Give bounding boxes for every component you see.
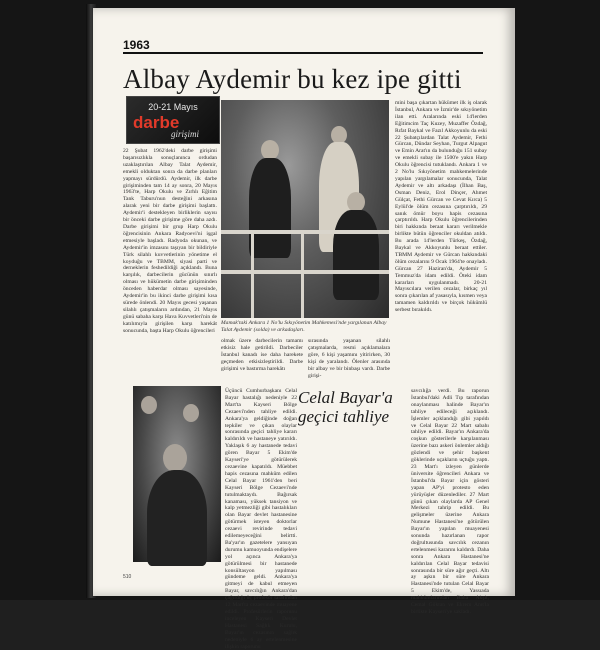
page-headline: Albay Aydemir bu kez ipe gitti xyxy=(123,64,462,94)
year-label: 1963 xyxy=(123,38,150,52)
column-4-text: mini başa çıkartan hükümet ilk iş olarak İstanbul, Ankara ve İzmir'de sıkıyönetim ilan etti. Aralarında eski 14'lerden Eğitimcim Taç Kuzey, Muzaffer Özdağ, Rıfat Baykal ve Fazıl Akkoyunlu da eski 22 Şubatçılardan Talat Aydemir, Fethi Gürcan, Dündar Seyhan, Turgut Alpagut ve Emin Arat'ın da bulunduğu 151 subay ve emekli subay ile 1500'e yakın Harp Okulu öğrencisi tutuklandı. Ankara 1 ve 2 No'lu Sıkıyönetim mahkemelerinde yapılan yargılamalar sonucunda, Talat Aydemir ve altı arkadaşı (İlhan Baş, Osman Deniz, Erol Dinçer, Ahmet Gülçat, Fethi Gürcan ve Cevat Kırca) 5 Eylül'de ölüm cezasına çarptırıldı, 29 sanık ömür boyu hapis cezasına çarptırıldı. Harp Okulu öğrencilerinden biri hakkında beraat kararı verilmekle birlikte bütün öğrenciler okuldan atıldı. Bu arada 14'lerden Türkeş, Özdağ, Baykal ve Akkoyunlu beraat ettiler. TBMM Aydemir ve Gürcan hakkındaki ölüm cezalarını 9 Ocak 1964'te onayladı. Gürcan 27 Haziran'da, Aydemir 5 Temmuz'da idam edildi. Öteki idam kararları uygulanmadı. 20-21 Mayıscılara verilen cezalar, birkaç yıl sonra çıkarılan af yasasıyla, kısmen veya tamamen kaldırıldı ve birçok hükümlü serbest bırakıldı. xyxy=(395,100,487,314)
page-number: 510 xyxy=(123,574,132,580)
section-badge xyxy=(126,96,220,144)
book-page xyxy=(93,8,515,650)
photo-caption: Mamak'taki Ankara 1 No'lu Sıkıyönetim Mahkemesi'nde yargılanan Albay Talat Aydemir (solda) ve arkadaşları. xyxy=(221,320,387,333)
column-6-text: savcılığa verdi. Bu raporun İstanbul'daki Adli Tıp tarafından onaylanması halinde Bayar'ın tahliye edileceği açıklandı. İşlemler açıklandığı gibi yapıldı ve Celal Bayar 22 Mart sabahı tahliye edildi. Bayar'ın Ankara'da coşkun gösterilerle karşılanması üzerine bazı askeri önlemler aldığı gözlendi ve şehir başkent göklerinde uçakların uçtuğu yaptı. 23 Mart'ı izleyen günlerde üniversite öğrencileri Ankara ve İstanbul'da Bayar için gösteri yapan AP'yi protesto eden yürüyüşler düzenlediler. 27 Mart günü çıkan olaylarda AP Genel Merkezi tahrip edildi. Bu gelişmeler üzerine Ankara Numune Hastanesi'ne götürülen Bayar'ın yapılan muayenesi sonunda hazırlanan rapor doğrultusunda savcılık cezanın ertelenmesi kararını kaldırdı. Daha sonra Ankara Hastanesi'ne kaldırılan Celal Bayar tedavisi sonrasında bir süre ağır geçti. Altı ay aşkın bir süre Ankara Hastanesi'nde tutulan Celal Bayar 5 Ekim'de, Yassıada mahkûmlarından Baha Akşit, Cemal Göktan ve Ekrem Anıt'la birlikte Kayseri'ye sakladı. xyxy=(411,388,489,615)
header-rule xyxy=(123,52,483,54)
badge-main: darbe xyxy=(133,113,180,132)
badge-sub: girişimi xyxy=(171,129,200,139)
column-5-text: Üçüncü Cumhurbaşkanı Celal Bayar hastalığı nedeniyle 22 Mart'ta Kayseri Bölge Cezaevi'nden tahliye edildi. Ankara'ya geldiğinde doğan tepkiler ve çıkan olaylar sonrasında geçici tahliye kararı kaldırıldı ve hastaneye yatırıldı. Yaklaşık 6 ay hastanede tedavi gören Bayar 5 Ekim'de Kayseri'ye götürülerek cezaevine kapatıldı. Müebbet hapis cezasına mahkûm edilen Celal Bayar 1961'den beri Kayseri Bölge Cezaevi'nde tutulmaktaydı. Bağırsak kanaması, yüksek tansiyon ve kalp yetmezliği gibi hastalıkları olan Bayar devlet hastanesine götürmek isteyen doktorlar cezaevi revirinde tedavi edilemeyeceğini belirtti. Ba'yar'ın gazetelere yansıyan durumu kamuoyunda endişelere yol açınca Ankara'ya götürülmesi bir hastanede konsültasyon yapılması gündeme geldi. Ankara'ya gitmeyi de kabul etmeyen Bayar, savcılığın Ankara'dan çağırdığı üç profesör tarafından 12 Mart'ta cezaevinde muayene edildi. Profesörlerin raporunu inceleyen Kayseri Devlet Hastanesi Sağlık Kurulu, Bayar'ın cezasının sağlık nedeniyle 6 ay ertelenmesine ilişkin raporunu xyxy=(225,388,297,650)
column-3-text: sırasında yaşanan silahlı çatışmalarda, resmi açıklamalara göre, 6 kişi yaşamını yitirirken, 30 kişi de yaralandı. Ölenler arasında bir albay ve bir binbaşı vardı. Darbe girişi- xyxy=(308,338,390,379)
bayar-subhead: Celal Bayar'a geçici tahliye xyxy=(298,388,393,426)
trial-photo xyxy=(221,100,389,318)
column-1-text: 22 Şubat 1962'deki darbe girişimi başarısızlıkla sonuçlanınca ordudan uzaklaştırılan Albay Talat Aydemir, emekli olduktan sonra da darbe planları yapmayı sürdürdü. Aydemir, ilk darbe girişiminden tam 14 ay sonra, 20 Mayıs 1963'te, Harp Okulu ve Zırhlı Eğitim Tank Taburu'nun desteğini arkasına alarak yeni bir darbe girişimi başlattı. Aydemir'i destekleyen birliklerin sayısı bir önceki darbe girişime göre daha azdı. Darbe girişimi bir grup Harp Okulu öğrencisinin Ankara Radyoevi'ni işgal etmesiyle başladı. Radyoda okunan, ve Aydemir'in imzasını taşıyan bir bildiriyle Türk silahlı kuvvetlerinin yönetime el koyduğu ve TBMM, siyasi parti ve derneklerin feshedildiği açıklandı. Buna karşılık, darbecilerin gücünün sınırlı olması ve hükümetin darbe girişiminden önceden haberdar olması sayesinde, Aydemir'in bu ikinci darbe girişimi kısa sürede önlendi. 20 Mayıs gecesi yaşanan silahlı çatışmaların ardından, 21 Mayıs günü sabaha karşı Hava Kuvvetleri'nin de katılımıyla girişilen karşı harekât sonucunda, başta Harp Okulu öğrencileri xyxy=(123,148,217,334)
badge-dates: 20-21 Mayıs xyxy=(148,102,198,112)
column-2-text: olmak üzere darbecilerin tamamı etkisiz hale getirildi. Darbeciler İstanbul kanadı ise daha harekete geçmeden etkisizleştirildi. Darbe girişimi ve bastırma harekâtı xyxy=(221,338,303,372)
bayar-photo xyxy=(133,386,221,562)
